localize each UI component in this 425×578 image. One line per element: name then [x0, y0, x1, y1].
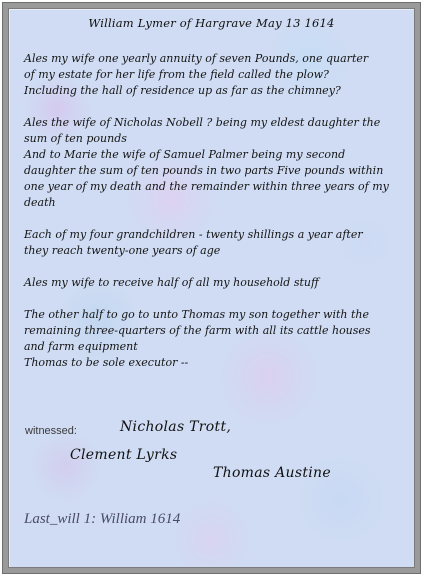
text-line: death — [24, 196, 56, 209]
text-line: Ales the wife of Nicholas Nobell ? being my eldest daughter the — [24, 116, 381, 129]
signature-thomas-austine: Thomas Austine — [213, 465, 331, 481]
document-title: William Lymer of Hargrave May 13 1614 — [88, 16, 335, 30]
paragraph-grandchildren — [24, 227, 408, 259]
paragraph-wife-annuity — [24, 51, 408, 99]
text-line: Thomas to be sole executor -- — [24, 356, 189, 369]
text-line: Including the hall of residence up as far as the chimney? — [24, 84, 341, 97]
witness-label: witnessed: — [25, 425, 77, 437]
paragraph-daughters — [24, 115, 408, 211]
paragraph-son-executor — [24, 307, 408, 371]
text-line: one year of my death and the remainder within three years of my — [24, 180, 389, 193]
text-line: and farm equipment — [24, 340, 138, 353]
text-line: they reach twenty-one years of age — [24, 244, 221, 257]
signature-clement-lyrks: Clement Lyrks — [70, 447, 178, 463]
parchment-panel — [8, 8, 415, 568]
text-line: The other half to go to unto Thomas my son together with the — [24, 308, 369, 321]
paragraph-household-stuff — [24, 275, 408, 291]
page-border — [2, 2, 421, 574]
text-line: And to Marie the wife of Samuel Palmer being my second — [24, 148, 346, 161]
text-line: daughter the sum of ten pounds in two parts Five pounds within — [24, 164, 384, 177]
will-text — [24, 51, 408, 371]
text-line: Ales my wife one yearly annuity of seven Pounds, one quarter — [24, 52, 369, 65]
text-line: Each of my four grandchildren - twenty shillings a year after — [24, 228, 363, 241]
text-line: Ales my wife to receive half of all my household stuff — [24, 276, 319, 289]
text-line: of my estate for her life from the field called the plow? — [24, 68, 329, 81]
text-line: sum of ten pounds — [24, 132, 127, 145]
footer-caption: Last_will 1: William 1614 — [24, 511, 181, 527]
signature-nicholas-trott: Nicholas Trott, — [120, 419, 232, 435]
text-line: remaining three-quarters of the farm with all its cattle houses — [24, 324, 371, 337]
